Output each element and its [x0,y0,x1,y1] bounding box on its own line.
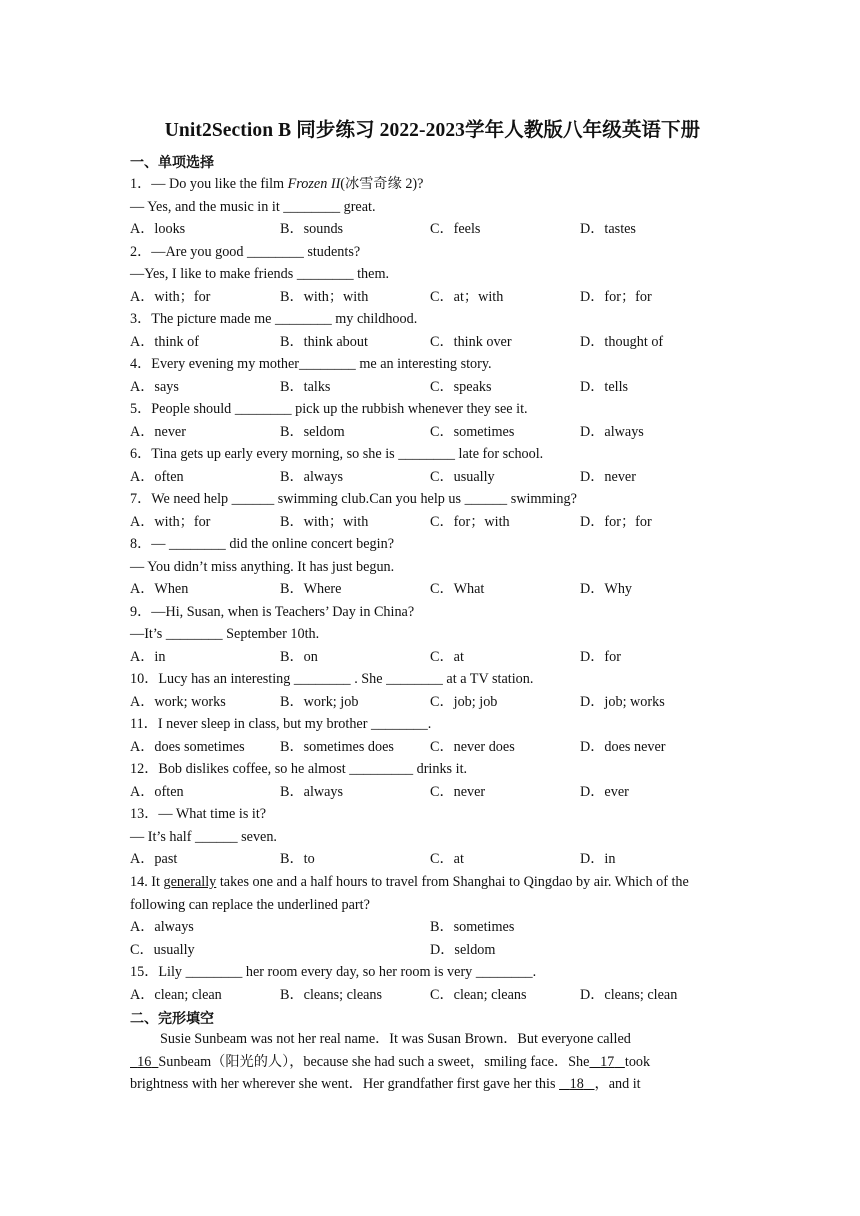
question-6-option-d[interactable]: D．never [580,468,636,485]
question-8-option-d[interactable]: D．Why [580,581,633,597]
question-4-option-c[interactable]: C．speaks [430,378,492,395]
question-13-line-2: — It’s half ______ seven. [130,828,277,845]
question-9-option-b[interactable]: B．on [280,648,318,665]
question-1-option-d[interactable]: D．tastes [580,221,636,237]
question-9-option-c[interactable]: C．at [430,648,464,665]
question-6-option-a[interactable]: A．often [130,468,184,485]
question-10-option-c[interactable]: C．job; job [430,693,498,710]
question-5-option-b[interactable]: B．seldom [280,423,345,440]
question-14-line-2: following can replace the underlined part? [130,897,370,913]
question-4-option-b[interactable]: B．talks [280,378,331,395]
question-3-option-c[interactable]: C．think over [430,333,512,350]
question-5-option-a[interactable]: A．never [130,423,186,440]
question-13-line-1: 13．— What time is it? [130,806,267,822]
question-9-option-d[interactable]: D．for [580,648,621,665]
page-title: Unit2Section B 同步练习 2022-2023学年人教版八年级英语下册 [164,120,701,141]
question-11-option-d[interactable]: D．does never [580,738,666,755]
question-7-line-1: 7．We need help ______ swimming club.Can you help us ______ swimming? [130,491,577,507]
question-1-line-2: — Yes, and the music in it ________ great. [130,198,376,215]
question-6-option-b[interactable]: B．always [280,468,344,485]
question-14-option-a[interactable]: A．always [130,919,194,935]
question-14-line-1: 14. It generally takes one and a half hours to travel from Shanghai to Qingdao by air. Which of the [130,874,689,890]
question-2-option-d[interactable]: D．for；for [580,288,652,305]
question-2-option-c[interactable]: C．at；with [430,288,504,305]
question-8-option-a[interactable]: A．When [130,581,189,597]
blank-17[interactable]: 17 [600,1053,615,1070]
question-12-line-1: 12．Bob dislikes coffee, so he almost _________ drinks it. [130,761,468,777]
question-4-option-d[interactable]: D．tells [580,378,629,395]
question-14-option-b[interactable]: B．sometimes [430,919,515,935]
question-14-option-c[interactable]: C．usually [130,942,195,958]
question-2-line-2: —Yes, I like to make friends ________ them. [130,266,390,282]
question-7-option-a[interactable]: A．with；for [130,513,211,530]
question-3-line-1: 3．The picture made me ________ my childhood. [130,311,418,327]
question-9-line-1: 9．—Hi, Susan, when is Teachers’ Day in China? [130,603,415,620]
question-7-option-c[interactable]: C．for；with [430,513,510,530]
question-4-option-a[interactable]: A．says [130,378,179,395]
question-10-option-d[interactable]: D．job; works [580,693,665,710]
question-10-option-a[interactable]: A．work; works [130,693,226,710]
question-4-line-1: 4．Every evening my mother________ me an interesting story. [130,356,492,372]
question-6-line-1: 6．Tina gets up early every morning, so she is ________ late for school. [130,446,544,462]
question-11-option-c[interactable]: C．never does [430,738,515,755]
question-3-option-a[interactable]: A．think of [130,333,199,350]
question-15-option-d[interactable]: D．cleans; clean [580,987,678,1003]
question-8-line-2: — You didn’t miss anything. It has just begun. [130,558,395,575]
question-9-option-a[interactable]: A．in [130,648,166,665]
question-9-line-2: —It’s ________ September 10th. [130,626,320,642]
question-15-option-c[interactable]: C．clean; cleans [430,987,527,1003]
question-5-option-d[interactable]: D．always [580,423,644,440]
question-3-option-b[interactable]: B．think about [280,333,368,350]
question-12-option-d[interactable]: D．ever [580,783,629,800]
question-12-option-c[interactable]: C．never [430,783,486,800]
question-8-option-c[interactable]: C．What [430,581,485,597]
question-10-option-b[interactable]: B．work; job [280,693,359,710]
question-7-option-d[interactable]: D．for；for [580,513,652,530]
section-heading-single-choice: 一、单项选择 [130,155,214,171]
question-11-option-b[interactable]: B．sometimes does [280,738,394,755]
blank-18[interactable]: 18 [569,1076,584,1092]
question-11-line-1: 11．I never sleep in class, but my brother ________. [130,716,432,732]
question-15-option-a[interactable]: A．clean; clean [130,987,222,1003]
question-13-option-d[interactable]: D．in [580,851,616,867]
question-6-option-c[interactable]: C．usually [430,468,495,485]
blank-16[interactable]: 16 [137,1053,152,1070]
question-8-line-1: 8．— ________ did the online concert begin? [130,536,394,552]
question-2-option-a[interactable]: A．with；for [130,288,211,305]
question-2-option-b[interactable]: B．with；with [280,288,369,305]
question-1-option-c[interactable]: C．feels [430,221,481,237]
underlined-word: generally [163,874,217,890]
question-13-option-b[interactable]: B．to [280,851,315,867]
question-1-option-a[interactable]: A．looks [130,221,186,237]
question-12-option-a[interactable]: A．often [130,783,184,800]
question-15-line: 15．Lily ________ her room every day, so her room is very ________. [130,964,537,980]
cloze-passage: Susie Sunbeam was not her real name．It was Susan Brown．But everyone called 16 Sunbeam（阳光的人），because she had such a sweet，smiling face．She 17 took brightness with her wherever she went．Her grandfather first gave her this 18 ，and it [130,1031,651,1092]
question-7-option-b[interactable]: B．with；with [280,513,369,530]
question-10-line-1: 10．Lucy has an interesting ________ . She ________ at a TV station. [130,671,534,687]
question-5-line-1: 5．People should ________ pick up the rubbish whenever they see it. [130,401,528,417]
question-11-option-a[interactable]: A．does sometimes [130,738,245,755]
question-2-line-1: 2．—Are you good ________ students? [130,243,361,260]
question-14-option-d[interactable]: D．seldom [430,942,496,958]
question-1-option-b[interactable]: B．sounds [280,221,344,237]
question-8-option-b[interactable]: B．Where [280,581,342,597]
question-1-line-1: 1．— Do you like the film Frozen II(冰雪奇缘 2)? [130,176,424,192]
question-15-option-b[interactable]: B．cleans; cleans [280,987,383,1003]
question-12-option-b[interactable]: B．always [280,783,344,800]
question-13-option-a[interactable]: A．past [130,851,178,867]
question-5-option-c[interactable]: C．sometimes [430,423,515,440]
question-3-option-d[interactable]: D．thought of [580,333,664,350]
section-heading-cloze: 二、完形填空 [130,1011,214,1027]
question-13-option-c[interactable]: C．at [430,851,464,867]
